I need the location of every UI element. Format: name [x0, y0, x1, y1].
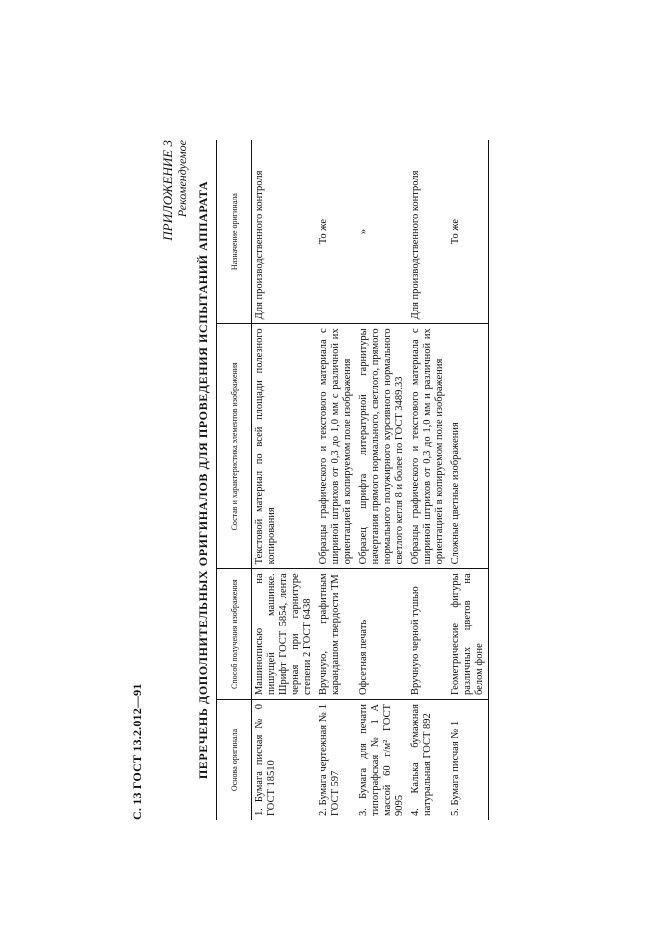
cell-purpose: То же	[448, 140, 489, 324]
cell-content: Образец шрифта литературной гарнитуры начертания прямого нормального, светлого, прямого нормального полужирного курсивного нормального светлого кегля 8 и более по ГОСТ 3489.33	[356, 324, 408, 569]
column-header-purpose: Назначение оригинала	[217, 140, 252, 324]
appendix-sublabel: Рекомендуемое	[175, 140, 189, 218]
cell-method: Машинописью на пишущей машинке. Шрифт ГОСТ 5854, лента черная при гарнитуре степени 2 ГОСТ 6438	[252, 569, 317, 700]
cell-purpose: Для производственного контроля	[408, 140, 448, 324]
cell-content: Образцы графического и текстового материала с шириной штрихов от 0,3 до 1,0 мм и различной их ориентацией в копируемом поле изображения	[408, 324, 448, 569]
cell-base: 4. Калька бумажная натуральная ГОСТ 892	[410, 704, 433, 816]
cell-method: Вручную черной тушью	[408, 569, 448, 700]
cell-content: Текстовой материал по всей площади полезного копирования	[252, 324, 317, 569]
cell-purpose: То же	[316, 140, 356, 324]
table-row	[316, 140, 356, 820]
table-header-row	[217, 140, 252, 820]
rotated-page-content	[130, 140, 485, 820]
appendix-label: ПРИЛОЖЕНИЕ 3	[160, 140, 175, 241]
column-header-base: Основа оригинала	[217, 700, 252, 820]
cell-base: 3. Бумага для печати типографская № 1 А массой 60 г/м² ГОСТ 9095	[358, 704, 405, 816]
cell-base: 1. Бумага писчая № 0 ГОСТ 18510	[254, 704, 277, 816]
appendix-label-block	[160, 140, 190, 241]
cell-method: Вручную, графитным карандашом твердости ТМ	[316, 569, 356, 700]
column-header-method: Способ получения изображения	[217, 569, 252, 700]
cell-method: Офсетная печать	[356, 569, 408, 700]
page-header: С. 13 ГОСТ 13.2.012—91	[130, 683, 144, 820]
cell-method: Геометрические фигуры различных цветов на белом фоне	[448, 569, 489, 700]
cell-base: 2. Бумага чертежная № 1 ГОСТ 597	[318, 704, 341, 816]
cell-purpose: Для производственного контроля	[252, 140, 317, 324]
document-title: ПЕРЕЧЕНЬ ДОПОЛНИТЕЛЬНЫХ ОРИГИНАЛОВ ДЛЯ ПРОВЕДЕНИЯ ИСПЫТАНИЙ АППАРАТА	[196, 180, 210, 780]
cell-base: 5. Бумага писчая № 1	[448, 700, 489, 820]
originals-table	[216, 140, 489, 820]
cell-content: Образцы графического и текстового материала с шириной штрихов от 0,3 до 1,0 мм с различной их ориентацией в копируемом поле изображения	[316, 324, 356, 569]
table-row	[448, 140, 489, 820]
table-row	[252, 140, 317, 820]
cell-purpose: »	[356, 140, 408, 324]
column-header-content: Состав и характеристика элементов изображения	[217, 324, 252, 569]
table-row	[356, 140, 408, 820]
table-row	[408, 140, 448, 820]
cell-content: Сложные цветные изображения	[448, 324, 489, 569]
